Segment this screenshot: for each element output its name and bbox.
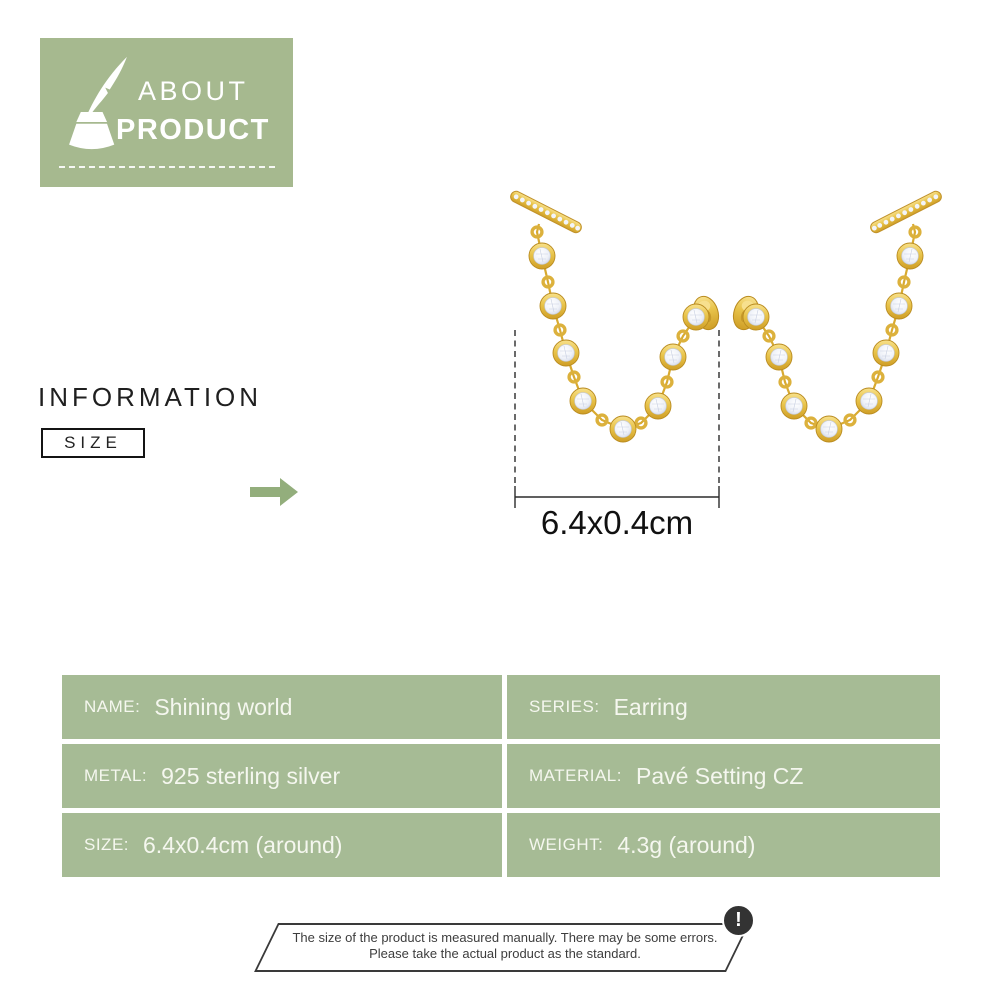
- spec-label: SIZE:: [84, 835, 130, 854]
- information-heading: INFORMATION: [38, 382, 263, 412]
- spec-cell-metal: [62, 744, 502, 808]
- disclaimer-text: [290, 930, 720, 962]
- spec-label: METAL:: [84, 766, 148, 785]
- badge-line1: ABOUT: [138, 76, 249, 106]
- spec-label: MATERIAL:: [529, 766, 622, 785]
- spec-value: 6.4x0.4cm (around): [143, 831, 343, 858]
- spec-label: NAME:: [84, 697, 141, 716]
- disclaimer-line1: The size of the product is measured manually. There may be some errors.: [292, 930, 718, 945]
- spec-table: [62, 675, 940, 877]
- spec-value: 925 sterling silver: [161, 762, 341, 789]
- left-earring: [509, 189, 723, 442]
- spec-value: Earring: [613, 693, 688, 720]
- right-earring: [729, 189, 943, 442]
- dimension-label: 6.4x0.4cm: [540, 504, 694, 541]
- spec-value: Pavé Setting CZ: [635, 762, 804, 789]
- spec-cell-series: [507, 675, 940, 739]
- spec-cell-weight: [507, 813, 940, 877]
- spec-value: 4.3g (around): [617, 831, 756, 858]
- arrow-right-icon: [250, 478, 298, 506]
- spec-label: WEIGHT:: [529, 835, 604, 854]
- disclaimer-line2: Please take the actual product as the standard.: [369, 946, 641, 961]
- size-label-box: SIZE: [41, 428, 145, 458]
- spec-cell-name: [62, 675, 502, 739]
- spec-cell-size: [62, 813, 502, 877]
- spec-label: SERIES:: [529, 697, 600, 716]
- spec-cell-material: [507, 744, 940, 808]
- spec-value: Shining world: [154, 693, 293, 720]
- badge-line2: PRODUCT: [116, 114, 270, 146]
- exclamation-icon: !: [722, 904, 755, 937]
